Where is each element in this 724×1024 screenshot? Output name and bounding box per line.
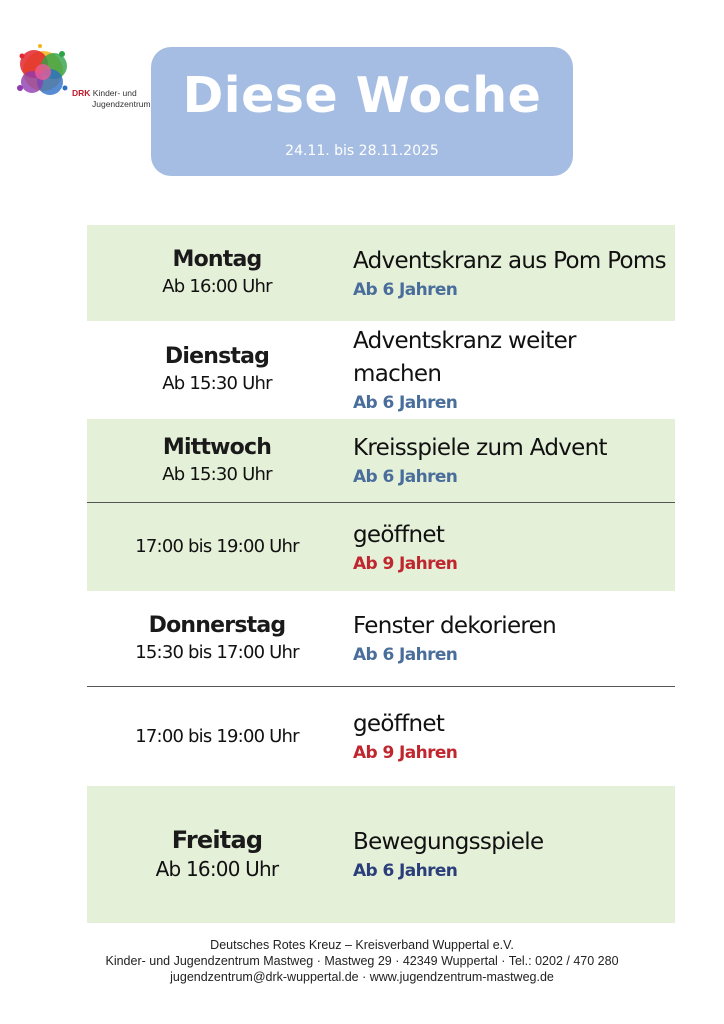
time-label: 17:00 bis 19:00 Uhr — [135, 725, 299, 747]
schedule-row-donnerstag-late — [87, 687, 675, 786]
footer-org: Deutsches Rotes Kreuz – Kreisverband Wuppertal e.V. — [210, 938, 514, 952]
age-label: Ab 9 Jahren — [353, 743, 458, 763]
day-label: Dienstag — [164, 344, 270, 369]
logo-line2: Jugendzentrum — [92, 99, 151, 109]
page-title: Diese Woche — [182, 67, 542, 124]
day-cell — [87, 826, 347, 884]
time-label: Ab 16:00 Uhr — [155, 856, 279, 881]
schedule-table — [87, 225, 675, 923]
time-label: Ab 16:00 Uhr — [162, 276, 272, 297]
header-banner — [151, 47, 573, 176]
activity-label: Adventskranz aus Pom Poms — [353, 247, 666, 274]
activity-cell — [347, 245, 675, 302]
logo-brand: DRK — [72, 88, 91, 98]
day-cell — [87, 246, 347, 300]
schedule-row-freitag — [87, 786, 675, 923]
age-label: Ab 6 Jahren — [353, 861, 458, 881]
activity-label: geöffnet — [353, 711, 445, 737]
day-label: Donnerstag — [148, 612, 286, 638]
day-cell — [87, 434, 347, 488]
schedule-row-mittwoch-late — [87, 503, 675, 591]
time-label: Ab 15:30 Uhr — [162, 463, 272, 485]
schedule-row-montag — [87, 225, 675, 321]
footer-address: Kinder- und Jugendzentrum Mastweg · Mastweg 29 · 42349 Wuppertal · Tel.: 0202 / 470 280 — [105, 954, 619, 968]
day-label: Mittwoch — [162, 434, 272, 460]
footer — [0, 937, 724, 985]
day-label: Freitag — [171, 825, 263, 854]
schedule-row-dienstag — [87, 321, 675, 419]
activity-label: Kreisspiele zum Advent — [353, 435, 607, 461]
activity-label: geöffnet — [353, 521, 445, 548]
activity-label: Adventskranz weiter machen — [353, 328, 576, 387]
day-cell — [87, 343, 347, 397]
footer-contact: jugendzentrum@drk-wuppertal.de · www.jugendzentrum-mastweg.de — [170, 970, 554, 984]
drk-logo — [10, 38, 155, 118]
activity-cell — [347, 432, 675, 489]
time-label: 15:30 bis 17:00 Uhr — [135, 641, 299, 663]
logo-text — [72, 88, 151, 110]
activity-cell — [347, 519, 675, 576]
date-range: 24.11. bis 28.11.2025 — [285, 143, 439, 159]
activity-cell — [347, 610, 675, 667]
day-cell — [87, 534, 347, 560]
color-splash-icon — [10, 38, 80, 108]
age-label: Ab 9 Jahren — [353, 553, 458, 574]
day-cell — [87, 612, 347, 666]
age-label: Ab 6 Jahren — [353, 467, 458, 487]
activity-cell — [347, 708, 675, 765]
age-label: Ab 6 Jahren — [353, 393, 458, 413]
day-cell — [87, 724, 347, 750]
schedule-row-donnerstag — [87, 591, 675, 687]
time-label: 17:00 bis 19:00 Uhr — [135, 536, 299, 557]
day-label: Montag — [172, 247, 262, 272]
age-label: Ab 6 Jahren — [353, 279, 458, 300]
activity-label: Fenster dekorieren — [353, 613, 557, 639]
time-label: Ab 15:30 Uhr — [162, 373, 272, 394]
age-label: Ab 6 Jahren — [353, 645, 458, 665]
logo-line1: Kinder- und — [92, 88, 137, 98]
activity-label: Bewegungsspiele — [353, 829, 544, 855]
activity-cell — [347, 826, 675, 883]
activity-cell — [347, 325, 675, 415]
schedule-row-mittwoch — [87, 419, 675, 503]
